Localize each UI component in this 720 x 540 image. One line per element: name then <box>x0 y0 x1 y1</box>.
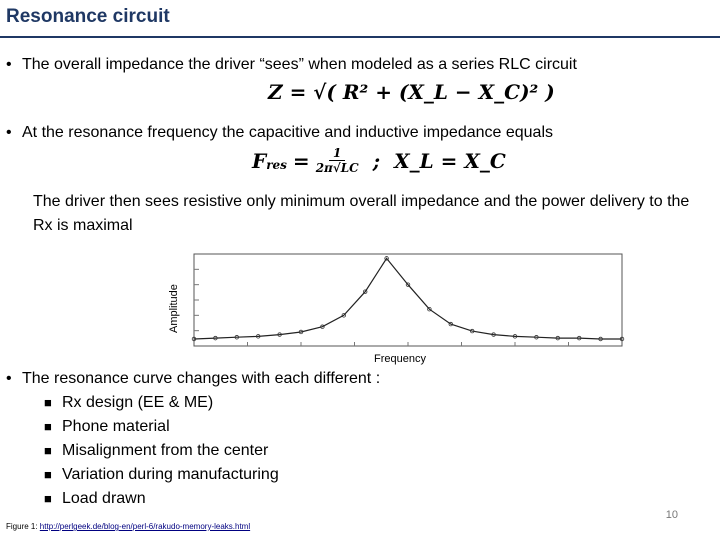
list-item <box>44 394 213 412</box>
series-line <box>194 258 622 339</box>
square-bullet-icon: ■ <box>44 395 52 410</box>
eq-lhs: F <box>252 148 267 173</box>
title-divider <box>0 36 720 38</box>
square-bullet-icon: ■ <box>44 419 52 434</box>
list-item <box>44 442 268 460</box>
list-item <box>44 490 146 508</box>
eq-rhs: X_L = X_C <box>394 148 506 173</box>
equation-resonance <box>252 146 506 175</box>
list-item-text: Misalignment from the center <box>62 442 269 459</box>
list-item-text: Rx design (EE & ME) <box>62 394 214 411</box>
eq-denominator: 2π√LC <box>315 161 359 175</box>
bullet-text: At the resonance frequency the capacitive and inductive impedance equals <box>22 124 554 141</box>
eq-fraction <box>316 146 359 175</box>
list-item-text: Variation during manufacturing <box>62 466 279 483</box>
list-item <box>44 418 170 436</box>
paragraph: The driver then sees resistive only minimum overall impedance and the power delivery to the Rx is maximal <box>33 193 690 234</box>
x-axis-label: Frequency <box>374 353 426 365</box>
eq-numerator: 1 <box>329 146 345 161</box>
bullet-resonance <box>6 124 553 142</box>
bullet-curve <box>6 370 380 388</box>
eq-lhs-sub: res <box>266 157 287 172</box>
y-axis-label: Amplitude <box>168 284 180 333</box>
list-item-text: Load drawn <box>62 490 146 507</box>
bullet-text: The resonance curve changes with each different : <box>22 370 381 387</box>
slide-title: Resonance circuit <box>6 6 170 27</box>
bullet-text: The overall impedance the driver “sees” when modeled as a series RLC circuit <box>22 56 577 73</box>
list-item <box>44 466 279 484</box>
resonance-chart <box>186 250 626 350</box>
plot-frame <box>194 254 622 346</box>
bullet-impedance <box>6 56 577 74</box>
caption-label: Figure 1: <box>6 522 40 531</box>
caption-link[interactable]: http://perlgeek.de/blog-en/perl-6/rakudo-memory-leaks.html <box>39 522 251 531</box>
square-bullet-icon: ■ <box>44 491 52 506</box>
figure-caption <box>6 522 250 531</box>
square-bullet-icon: ■ <box>44 467 52 482</box>
equation-impedance: Z = √( R² + (X_L − X_C)² ) <box>268 80 555 104</box>
square-bullet-icon: ■ <box>44 443 52 458</box>
list-item-text: Phone material <box>62 418 170 435</box>
bullet-dot: • <box>6 370 12 387</box>
page-number: 10 <box>665 509 678 521</box>
bullet-dot: • <box>6 56 12 73</box>
eq-separator: ; <box>372 148 381 173</box>
bullet-dot: • <box>6 124 12 141</box>
eq-equals: = <box>292 148 310 173</box>
